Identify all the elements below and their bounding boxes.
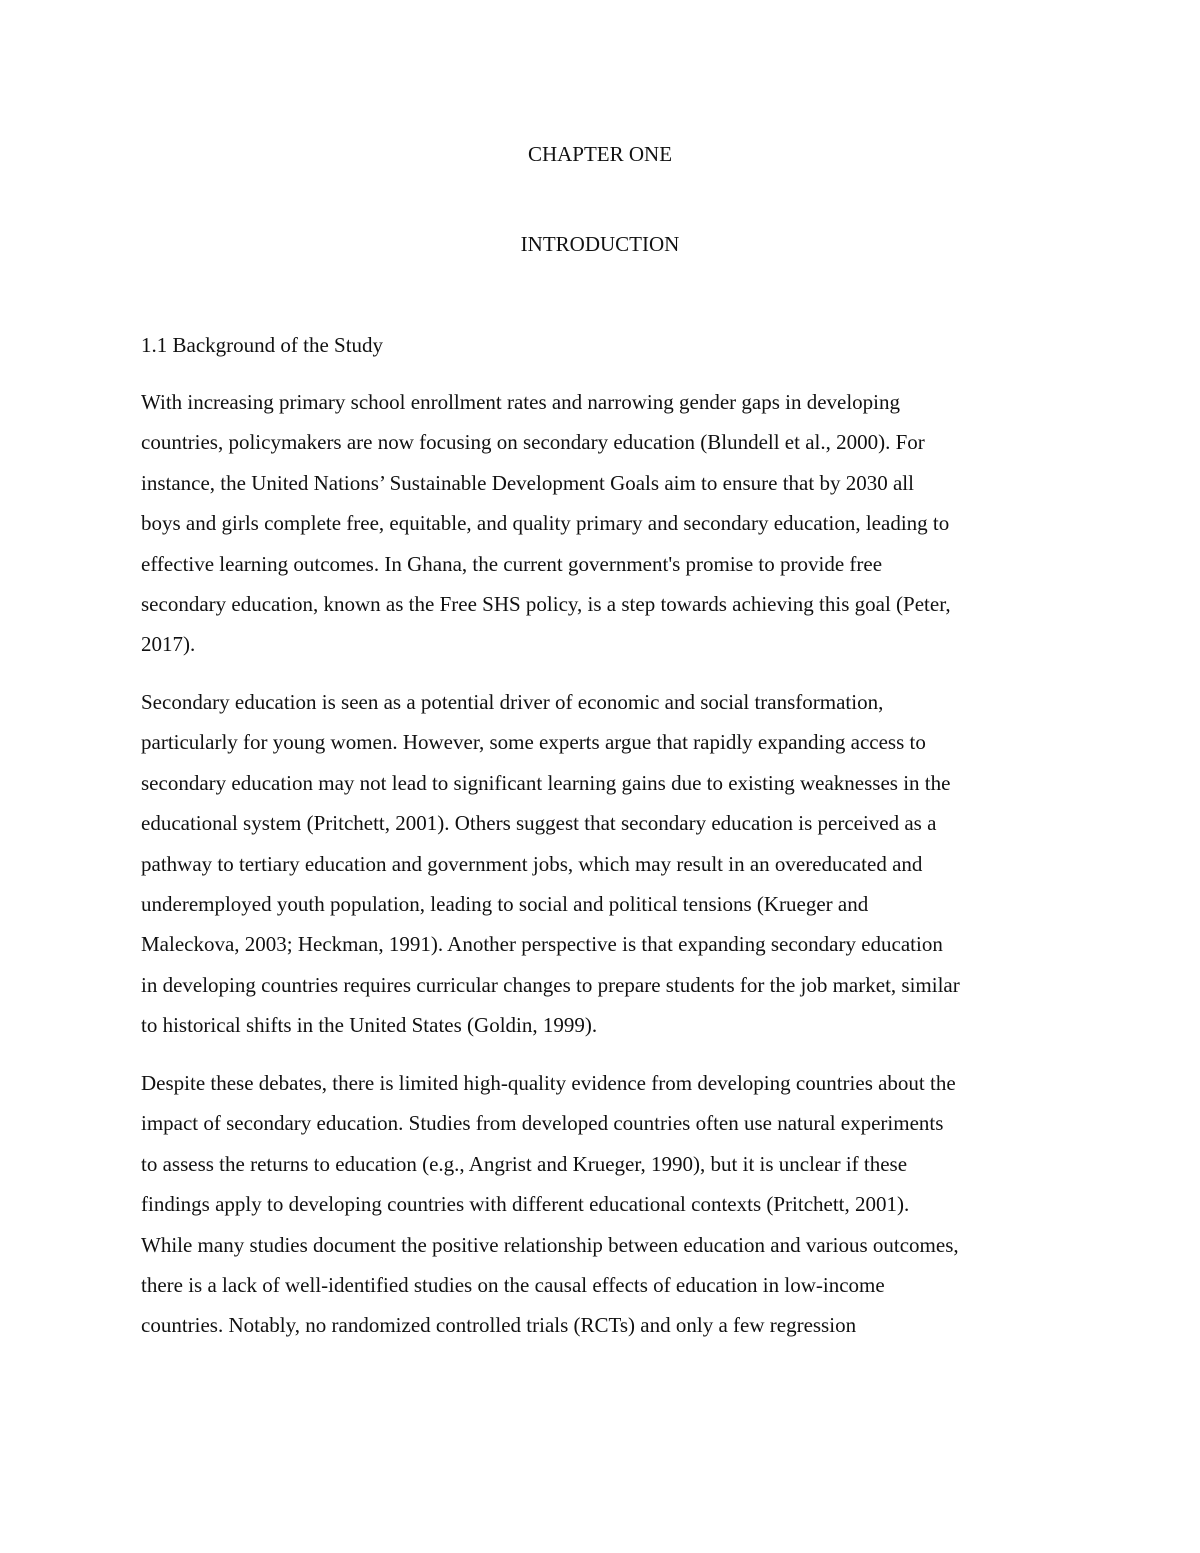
text-line: pathway to tertiary education and government jobs, which may result in an overeducated and [141, 851, 923, 876]
text-line: secondary education, known as the Free SHS policy, is a step towards achieving this goal (Peter, [141, 591, 951, 616]
text-line: Despite these debates, there is limited high-quality evidence from developing countries about the [141, 1071, 956, 1095]
text-line: effective learning outcomes. In Ghana, the current government's promise to provide free [141, 551, 883, 576]
text-line: particularly for young women. However, some experts argue that rapidly expanding access to [141, 730, 926, 755]
text-line: Maleckova, 2003; Heckman, 1991). Another perspective is that expanding secondary education [141, 932, 943, 957]
section-heading: 1.1 Background of the Study [141, 333, 384, 357]
text-line: secondary education may not lead to significant learning gains due to existing weaknesses in the [141, 770, 951, 795]
text-line: 2017). [141, 632, 196, 657]
text-line: in developing countries requires curricular changes to prepare students for the job market, similar [141, 972, 960, 997]
text-line: there is a lack of well-identified studies on the causal effects of education in low-income [141, 1272, 885, 1297]
text-line: boys and girls complete free, equitable, and quality primary and secondary education, leading to [141, 511, 950, 536]
text-line: countries. Notably, no randomized controlled trials (RCTs) and only a few regression [141, 1313, 857, 1338]
chapter-title: CHAPTER ONE [527, 142, 673, 166]
paragraph-2 [141, 692, 960, 1056]
text-line: Secondary education is seen as a potential driver of economic and social transformation, [141, 690, 884, 714]
text-line: underemployed youth population, leading to social and political tensions (Krueger and [141, 891, 869, 916]
text-line: to historical shifts in the United States (Goldin, 1999). [141, 1013, 598, 1038]
text-line: to assess the returns to education (e.g., Angrist and Krueger, 1990), but it is unclear if these [141, 1151, 908, 1176]
text-line: countries, policymakers are now focusing on secondary education (Blundell et al., 2000). For [141, 430, 925, 455]
text-line: educational system (Pritchett, 2001). Others suggest that secondary education is perceived as a [141, 811, 937, 836]
text-line: With increasing primary school enrollment rates and narrowing gender gaps in developing [141, 390, 901, 414]
chapter-subtitle: INTRODUCTION [520, 232, 680, 256]
paragraph-3 [141, 1073, 959, 1356]
text-line: impact of secondary education. Studies from developed countries often use natural experiments [141, 1111, 944, 1136]
text-line: instance, the United Nations’ Sustainable Development Goals aim to ensure that by 2030 all [141, 470, 914, 495]
paragraph-1 [141, 392, 951, 675]
text-line: findings apply to developing countries with different educational contexts (Pritchett, 2001). [141, 1192, 910, 1217]
text-line: While many studies document the positive relationship between education and various outcomes, [141, 1232, 959, 1257]
